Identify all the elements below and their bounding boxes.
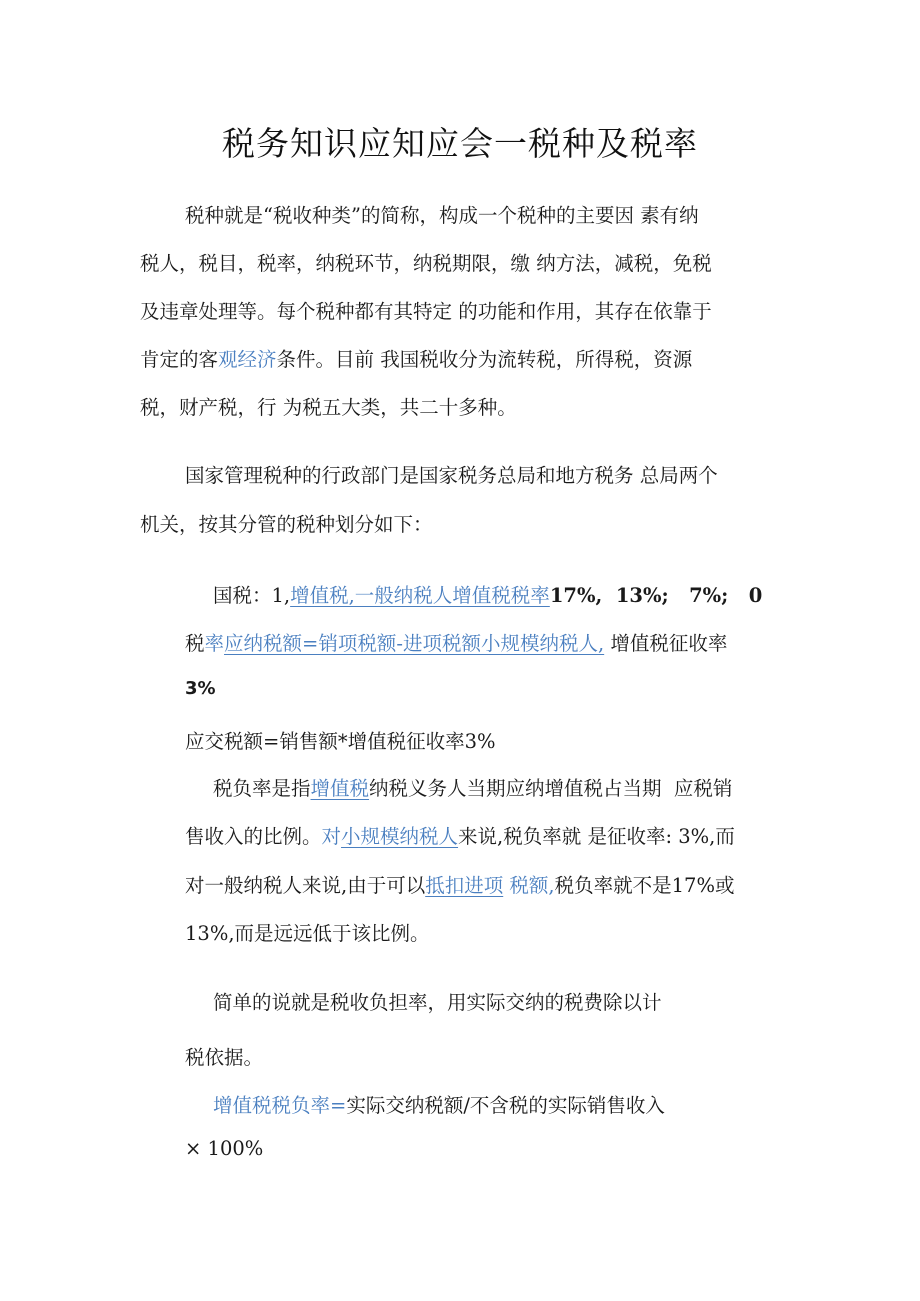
link-deduct-input[interactable]: 抵扣进项 bbox=[425, 874, 504, 897]
text-segment: 税 bbox=[185, 632, 205, 655]
burden-line-1 bbox=[213, 773, 732, 801]
link-tax-formula[interactable]: 应纳税额=销项税额-进项税额小规模纳税人, bbox=[224, 632, 605, 655]
vat-formula-line-1 bbox=[213, 1090, 665, 1118]
text-segment: 国税：1, bbox=[213, 584, 291, 607]
link-vat-rate[interactable]: 增值税,一般纳税人增值税税率 bbox=[290, 584, 550, 607]
guoshui-line-1 bbox=[213, 580, 762, 608]
text-segment: 条件。目前 我国税收分为流转税，所得税，资源 bbox=[276, 348, 693, 371]
simple-line-1: 简单的说就是税收负担率，用实际交纳的税费除以计 bbox=[213, 991, 662, 1014]
burden-line-4: 13%,而是远远低于该比例。 bbox=[185, 922, 430, 945]
text-segment: 税负率就不是17%或 bbox=[554, 874, 735, 897]
link-guan-jing-ji[interactable]: 观经济 bbox=[218, 348, 277, 371]
text-segment: 纳税义务人当期应纳增值税占当期 应税销 bbox=[369, 777, 733, 800]
link-tax-amount[interactable]: 税额, bbox=[503, 874, 555, 897]
link-vat-burden-rate[interactable]: 增值税税负率= bbox=[213, 1094, 347, 1117]
guoshui-line-3: 3% bbox=[185, 678, 216, 699]
text-segment: 对 bbox=[321, 825, 342, 848]
text-segment: 来说,税负率就 是征收率: 3%,而 bbox=[458, 825, 735, 848]
vat-formula-line-2: × 100% bbox=[185, 1137, 264, 1160]
paragraph-1-line-1: 税种就是“税收种类”的简称，构成一个税种的主要因 素有纳 bbox=[185, 204, 699, 227]
text-segment: 实际交纳税额/不含税的实际销售收入 bbox=[346, 1094, 665, 1117]
paragraph-2-line-2: 机关，按其分管的税种划分如下： bbox=[140, 513, 433, 536]
burden-line-3 bbox=[185, 870, 734, 898]
page-title: 税务知识应知应会一税种及税率 bbox=[222, 124, 698, 163]
paragraph-2-line-1: 国家管理税种的行政部门是国家税务总局和地方税务 总局两个 bbox=[185, 464, 718, 487]
link-small-taxpayer[interactable]: 小规模纳税人 bbox=[341, 825, 459, 848]
paragraph-1-line-3: 及违章处理等。每个税种都有其特定 的功能和作用，其存在依靠于 bbox=[140, 300, 712, 323]
burden-line-2 bbox=[185, 821, 735, 849]
text-segment: 率 bbox=[204, 632, 225, 655]
text-segment: 增值税征收率 bbox=[604, 632, 728, 655]
paragraph-1-line-2: 税人，税目，税率，纳税环节，纳税期限，缴 纳方法，减税，免税 bbox=[140, 252, 712, 275]
text-segment: 售收入的比例。 bbox=[185, 825, 322, 848]
paragraph-1-line-4 bbox=[140, 344, 692, 372]
paragraph-1-line-5: 税，财产税，行 为税五大类，共二十多种。 bbox=[140, 396, 517, 419]
simple-line-2: 税依据。 bbox=[185, 1046, 264, 1069]
rates-text: 17%, 13%; 7%; 0 bbox=[549, 584, 763, 607]
text-segment: 对一般纳税人来说,由于可以 bbox=[185, 874, 426, 897]
text-segment: 肯定的客 bbox=[140, 348, 219, 371]
formula-line: 应交税额=销售额*增值税征收率3% bbox=[185, 730, 496, 753]
link-vat[interactable]: 增值税 bbox=[310, 777, 370, 800]
text-segment: 税负率是指 bbox=[213, 777, 311, 800]
guoshui-line-2 bbox=[185, 628, 727, 656]
